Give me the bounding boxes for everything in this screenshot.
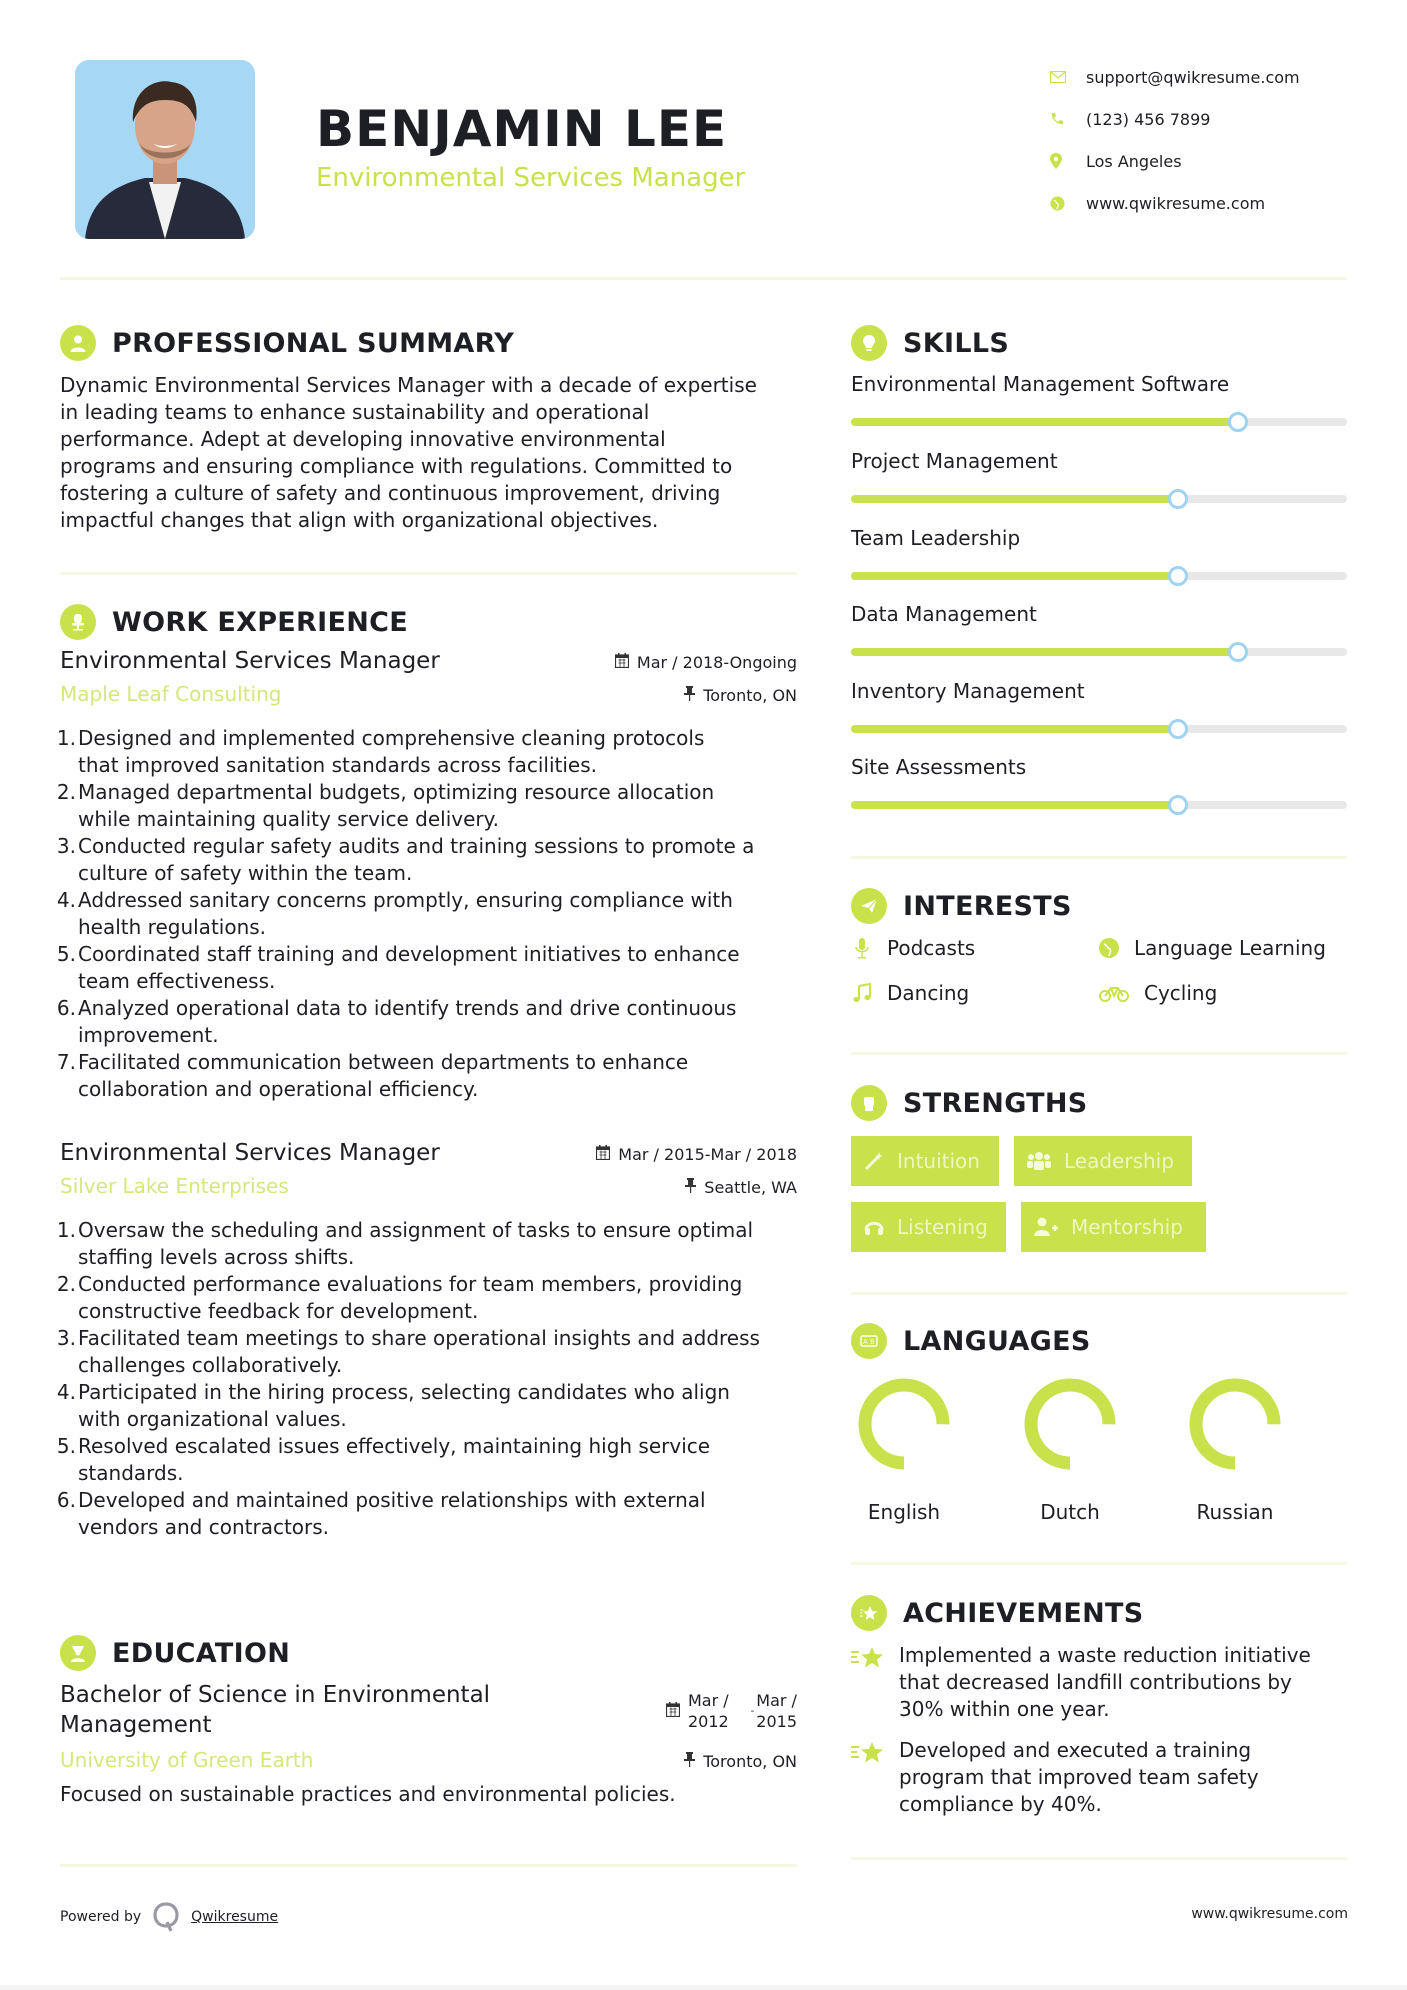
skill-knob [1228,412,1248,432]
bicycle-icon [1098,982,1130,1004]
svg-text:A: A [863,1338,868,1346]
bullet-item: 1. Designed and implemented comprehensive cleaning protocols that improved sanitation standards across facilities. [56,726,705,777]
skill-knob [1168,566,1188,586]
shooting-star-icon [851,1644,885,1723]
education-start-date: Mar / 2012 [687,1691,729,1731]
strength-listening: Listening [851,1202,1006,1252]
header-divider [60,277,1347,280]
bullet-item: 4. Addressed sanitary concerns promptly, ensuring compliance with health regulations. [56,888,733,939]
skills-heading: SKILLS [851,325,1009,361]
skill-bar [851,572,1347,580]
contact-email[interactable] [1050,56,1370,98]
bullet-item: 5. Coordinated staff training and development initiatives to enhance team effectiveness. [56,942,740,993]
globe-icon [1098,937,1120,959]
footer-website-link[interactable]: www.qwikresume.com [1191,1906,1348,1922]
magic-wand-icon [863,1150,885,1172]
education-end-date: Mar / 2015 [756,1691,797,1731]
lightbulb-icon [851,325,887,361]
skill-bar [851,725,1347,733]
headphones-icon [863,1216,885,1238]
language-dutch: Dutch [1000,1378,1140,1524]
qwikresume-logo-icon [153,1902,179,1932]
achievements-heading: ACHIEVEMENTS [851,1595,1144,1631]
job-location: Seattle, WA [685,1178,797,1197]
language-progress-ring [1189,1378,1281,1470]
bullet-item: 4. Participated in the hiring process, selecting candidates who align with organizational values. [56,1380,730,1431]
job-dates: Mar / 2018-Ongoing [615,653,797,672]
skill-bar [851,801,1347,809]
strengths-heading: STRENGTHS [851,1085,1088,1121]
education-entry [60,1680,797,1806]
contact-list [1050,56,1370,224]
interest-dancing: Dancing [851,981,969,1005]
company-name: Maple Leaf Consulting [60,682,282,706]
bullet-item: 2. Conducted performance evaluations for team members, providing constructive feedback for development. [56,1272,743,1323]
achievement-item: Implemented a waste reduction initiative that decreased landfill contributions by 30% within one year. [851,1642,1347,1723]
candidate-name: BENJAMIN LEE [316,100,728,158]
pushpin-icon [684,686,695,705]
profile-photo [75,60,255,239]
job-dates: Mar / 2015-Mar / 2018 [596,1145,797,1164]
school-name: University of Green Earth [60,1748,314,1772]
interest-cycling: Cycling [1098,981,1217,1005]
office-chair-icon [60,604,96,640]
skills-divider [851,856,1347,859]
education-divider [60,1864,797,1867]
education-dates [666,1682,797,1740]
interest-podcasts: Podcasts [851,936,975,960]
page-bottom-edge [0,1985,1407,1990]
experience-heading: WORK EXPERIENCE [60,604,408,640]
contact-phone-text: (123) 456 7899 [1086,109,1211,129]
summary-text: Dynamic Environmental Services Manager with a decade of expertise in leading teams to enhance sustainability and operational performance. Adept at developing innovative environmental programs and ensuring compliance with regulations. Committed to fostering a culture of safety and continuous improvement, driving impactful changes that align with organizational objectives. [60,373,757,532]
languages-heading: A B LANGUAGES [851,1323,1091,1359]
pushpin-icon [684,1752,695,1771]
achievements-divider [851,1857,1347,1860]
skill-item: Data Management [851,602,1347,656]
phone-icon [1050,112,1086,126]
person-photo-illustration [75,60,255,239]
summary-divider [60,572,797,575]
job-title: Environmental Services Manager [60,1140,440,1166]
envelope-icon [1050,71,1086,83]
skill-knob [1228,642,1248,662]
strength-mentorship: Mentorship [1021,1202,1206,1252]
achievement-item: Developed and executed a training program that improved team safety compliance by 40%. [851,1737,1347,1818]
contact-location-text: Los Angeles [1086,151,1182,171]
skill-item: Team Leadership [851,526,1347,580]
language-progress-ring [858,1378,950,1470]
contact-phone[interactable] [1050,98,1370,140]
graduate-icon [60,1635,96,1671]
qwikresume-link[interactable]: Qwikresume [191,1909,279,1925]
education-description: Focused on sustainable practices and environmental policies. [60,1782,676,1806]
contact-location [1050,140,1370,182]
job-title: Environmental Services Manager [60,648,440,674]
education-heading: EDUCATION [60,1635,290,1671]
skill-item: Project Management [851,449,1347,503]
skill-item: Site Assessments [851,755,1347,809]
svg-text:B: B [870,1338,875,1346]
pushpin-icon [685,1178,696,1197]
language-russian: Russian [1165,1378,1305,1524]
bullet-item: 6. Developed and maintained positive relationships with external vendors and contractors. [56,1488,706,1539]
star-badge-icon [851,1595,887,1631]
calendar-icon [666,1702,680,1721]
skill-knob [1168,795,1188,815]
languages-divider [851,1562,1347,1565]
language-progress-ring [1024,1378,1116,1470]
skill-bar [851,495,1347,503]
group-icon [1026,1150,1052,1172]
interest-language-learning: Language Learning [1098,936,1326,960]
footer-powered-by: Powered by Qwikresume [60,1902,278,1932]
job-bullets [56,725,797,1103]
skill-item: Inventory Management [851,679,1347,733]
strengths-divider [851,1292,1347,1295]
degree-title: Bachelor of Science in Environmental Management [60,1682,491,1738]
candidate-title: Environmental Services Manager [316,163,746,193]
language-icon [851,1323,887,1359]
strength-leadership: Leadership [1014,1136,1192,1186]
contact-website-text: www.qwikresume.com [1086,193,1266,213]
job-location: Toronto, ON [684,686,797,705]
education-location: Toronto, ON [684,1752,797,1771]
calendar-icon [615,653,629,672]
date-separator: - [750,1705,755,1717]
skill-knob [1168,489,1188,509]
job-entry [56,1140,797,1541]
bullet-item: 3. Facilitated team meetings to share operational insights and address challenges collaboratively. [56,1326,760,1377]
microphone-icon [851,937,873,959]
contact-email-text: support@qwikresume.com [1086,67,1300,87]
interests-heading: INTERESTS [851,888,1072,924]
contact-website[interactable] [1050,182,1370,224]
paper-plane-icon [851,888,887,924]
user-icon [60,325,96,361]
bullet-item: 6. Analyzed operational data to identify trends and drive continuous improvement. [56,996,737,1047]
job-bullets [56,1217,797,1541]
bullet-item: 5. Resolved escalated issues effectively, maintaining high service standards. [56,1434,711,1485]
interests-divider [851,1052,1347,1055]
summary-heading: PROFESSIONAL SUMMARY [60,325,514,361]
music-note-icon [851,982,873,1004]
bullet-item: 1. Oversaw the scheduling and assignment of tasks to ensure optimal staffing levels across shifts. [56,1218,754,1269]
location-pin-icon [1050,153,1086,169]
shooting-star-icon [851,1739,885,1818]
fist-icon [851,1085,887,1121]
skill-item: Environmental Management Software [851,372,1347,426]
strength-intuition: Intuition [851,1136,999,1186]
skill-bar [851,418,1347,426]
bullet-item: 7. Facilitated communication between departments to enhance collaboration and operational efficiency. [56,1050,689,1101]
bullet-item: 3. Conducted regular safety audits and training sessions to promote a culture of safety within the team. [56,834,755,885]
bullet-item: 2. Managed departmental budgets, optimizing resource allocation while maintaining quality service delivery. [56,780,715,831]
skill-bar [851,648,1347,656]
user-plus-icon [1033,1216,1059,1238]
calendar-icon [596,1145,610,1164]
globe-icon [1050,196,1086,211]
language-english: English [834,1378,974,1524]
job-entry [56,648,797,1103]
company-name: Silver Lake Enterprises [60,1174,289,1198]
skill-knob [1168,719,1188,739]
